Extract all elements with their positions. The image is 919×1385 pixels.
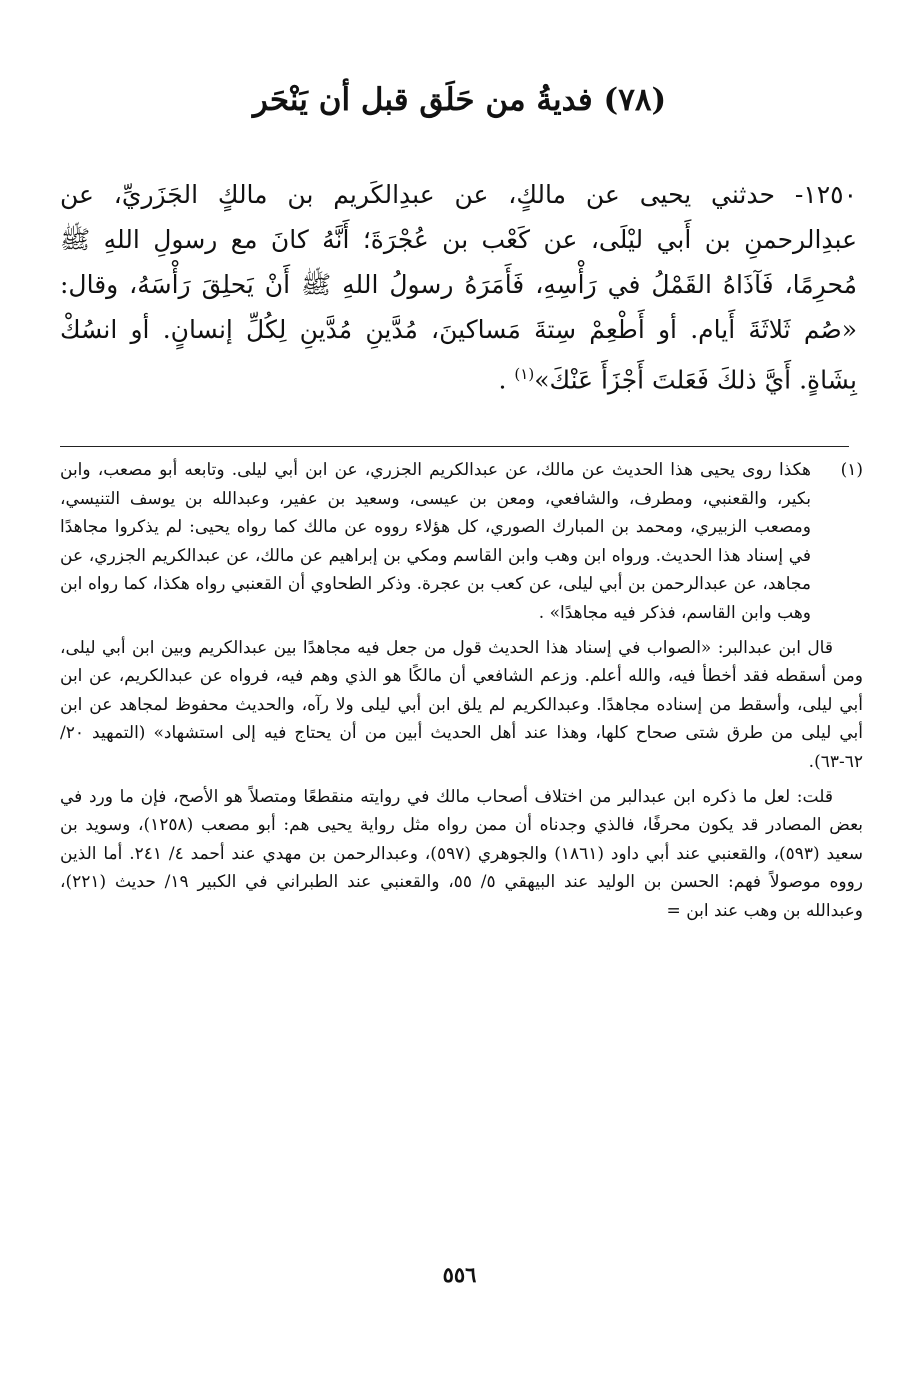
footnote-1 [60, 456, 863, 628]
hadith-number: ١٢٥٠- [794, 180, 857, 209]
footnote-paragraph-editor-note: قلت: لعل ما ذكره ابن عبدالبر من اختلاف أصحاب مالك في روايته منقطعًا ومتصلاً هو الأصح، فإن ما ورد في بعض المصادر قد يكون محرفًا، فالذي وجدناه أن ممن رواه مثل رواية يحيى هم: أبو مصعب (١٢٥٨)، وسويد بن سعيد (٥٩٣)، والقعنبي عند أبي داود (١٨٦١) والجوهري (٥٩٧)، وعبدالرحمن بن مهدي عند أحمد ٤/ ٢٤١. أما الذين رووه موصولاً فهم: الحسن بن الوليد عند البيهقي ٥/ ٥٥، والقعنبي عند الطبراني في الكبير ١٩/ حديث (٢٢١)، وعبدالله بن وهب عند ابن = [60, 786, 864, 921]
footnote-number: (١) [840, 460, 863, 480]
footnote-divider [60, 446, 849, 447]
footnote-text: هكذا روى يحيى هذا الحديث عن مالك، عن عبدالكريم الجزري، عن ابن أبي ليلى. وتابعه أبو مصعب، وابن بكير، والقعنبي، ومطرف، والشافعي، ومعن بن عيسى، وسعيد بن عفير، وعبدالله بن يوسف التنيسي، ومصعب الزبيري، ومحمد بن المبارك الصوري، كل هؤلاء رووه عن مالك كما رواه يحيى: لم يذكروا مجاهدًا في إسناد هذا الحديث. ورواه ابن وهب وابن القاسم ومكي بن إبراهيم عن مالك، عن عبدالكريم الجزري، عن مجاهد، عن عبدالرحمن بن أبي ليلى، عن كعب بن عجرة. وذكر الطحاوي أن القعنبي رواه هكذا، كما رواه ابن وهب وابن القاسم، فذكر فيه مجاهدًا» . [60, 460, 811, 623]
hadith-end: . [498, 365, 515, 395]
footnote-paragraph-ibn-abdulbarr: قال ابن عبدالبر: «الصواب في إسناد هذا الحديث قول من جعل فيه مجاهدًا بين عبدالكريم وبين ابن أبي ليلى، ومن أسقطه فقد أخطأ فيه، والله أعلم. وزعم الشافعي أن مالكًا هو الذي وهم فيه، فرواه عن عبدالكريم، عن ابن أبي ليلى، وأسقط من إسناده مجاهدًا. وعبدالكريم لم يلق ابن أبي ليلى ولا رآه، والحديث محفوظ لمجاهد عن ابن أبي ليلى من طرق شتى صحاح كلها، وهذا عند أهل الحديث أبين من أن يحتاج فيه إلى استشهاد» (التمهيد ٢٠/ ٦٢-٦٣). [60, 637, 863, 772]
footnotes-section [60, 456, 863, 932]
footnote-reference: (١) [514, 365, 535, 383]
chapter-title: (٧٨) فديةُ من حَلَق قبل أن يَنْحَر [252, 82, 667, 118]
hadith-body: حدثني يحيى عن مالكٍ، عن عبدِالكَريم بن مالكٍ الجَزَريِّ، عن عبدِالرحمنِ بن أَبي ليْلَى، عن كَعْب بن عُجْرَةَ؛ أَنَّهُ كانَ مع رسولِ اللهِ ﷺ مُحرِمًا، فَآذَاهُ القَمْلُ في رَأْسِهِ، فَأَمَرَهُ رسولُ اللهِ ﷺ أَنْ يَحلِقَ رَأْسَهُ، وقال: «صُم ثَلاثَةَ أَيام. أو أَطْعِمْ سِتةَ مَساكينَ، مُدَّينِ مُدَّينِ لِكُلِّ إنسانٍ. أو انسُكْ بِشَاةٍ. أَيَّ ذلكَ فَعَلتَ أَجْزَأَ عَنْكَ» [60, 180, 857, 395]
page-number: ٥٥٦ [442, 1262, 477, 1287]
hadith-text-block [60, 172, 857, 402]
